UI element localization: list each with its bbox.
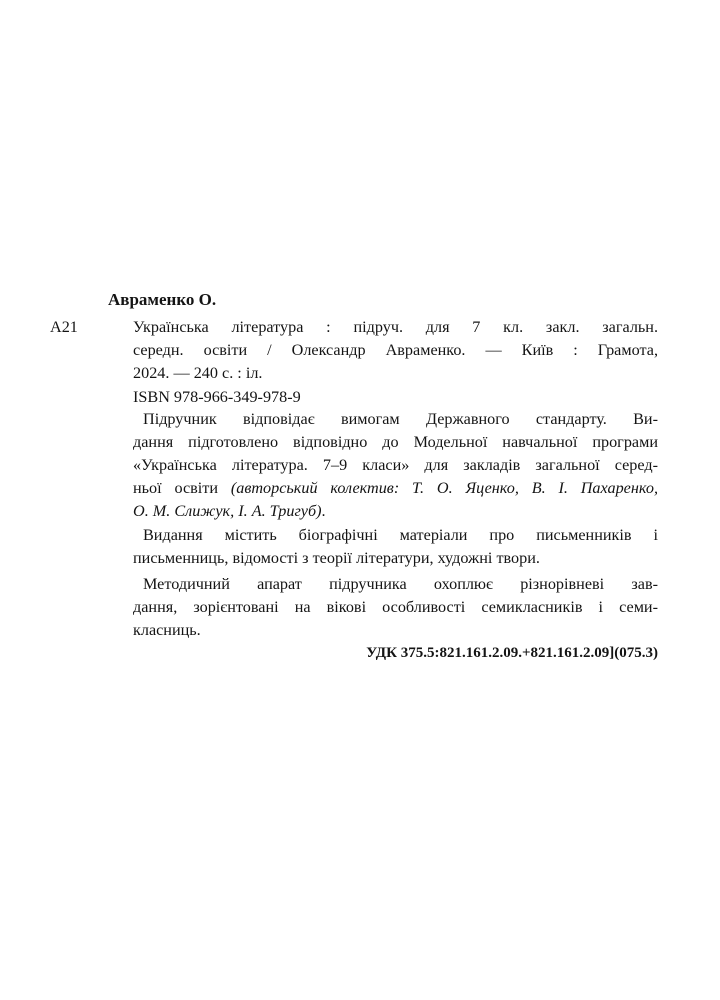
contents-line-1: Видання містить біографічні матеріали про письменників і: [143, 526, 658, 544]
authors-collective-cont: О. М. Слижук, І. А. Тригуб): [133, 502, 322, 520]
authors-collective: (авторський колектив: Т. О. Яценко, В. І. Пахаренко,: [230, 479, 658, 497]
method-line-3: класниць.: [133, 621, 201, 639]
method-line-2: дання, зорієнтовані на вікові особливості семикласників і семи-: [133, 598, 658, 616]
contents-line-2: письменниць, відомості з теорії літератури, художні твори.: [133, 549, 540, 567]
annotation-line-5: [133, 499, 658, 523]
author-name: Авраменко О.: [108, 290, 217, 309]
method-line-1: Методичний апарат підручника охоплює різнорівневі зав-: [143, 575, 658, 593]
description-line-2: середн. освіти / Олександр Авраменко. — Київ : Грамота,: [133, 341, 658, 359]
annotation-line-3: «Українська література. 7–9 класи» для закладів загальної серед-: [133, 456, 658, 474]
annotation-line-4-text: ньої освіти: [133, 479, 231, 497]
annotation-line-1: Підручник відповідає вимогам Державного стандарту. Ви-: [143, 410, 658, 428]
isbn: ISBN 978-966-349-978-9: [133, 388, 301, 406]
annotation-line-4: [133, 476, 658, 500]
description-line-1: Українська література : підруч. для 7 кл. закл. загальн.: [133, 318, 658, 336]
classification-code: А21: [50, 318, 78, 336]
description-line-3: 2024. — 240 с. : іл.: [133, 364, 263, 382]
annotation-end: .: [321, 502, 326, 520]
annotation-line-2: дання підготовлено відповідно до Модельної навчальної програми: [133, 433, 658, 451]
udk-code: УДК 375.5:821.161.2.09.+821.161.2.09](075.3): [366, 645, 658, 661]
